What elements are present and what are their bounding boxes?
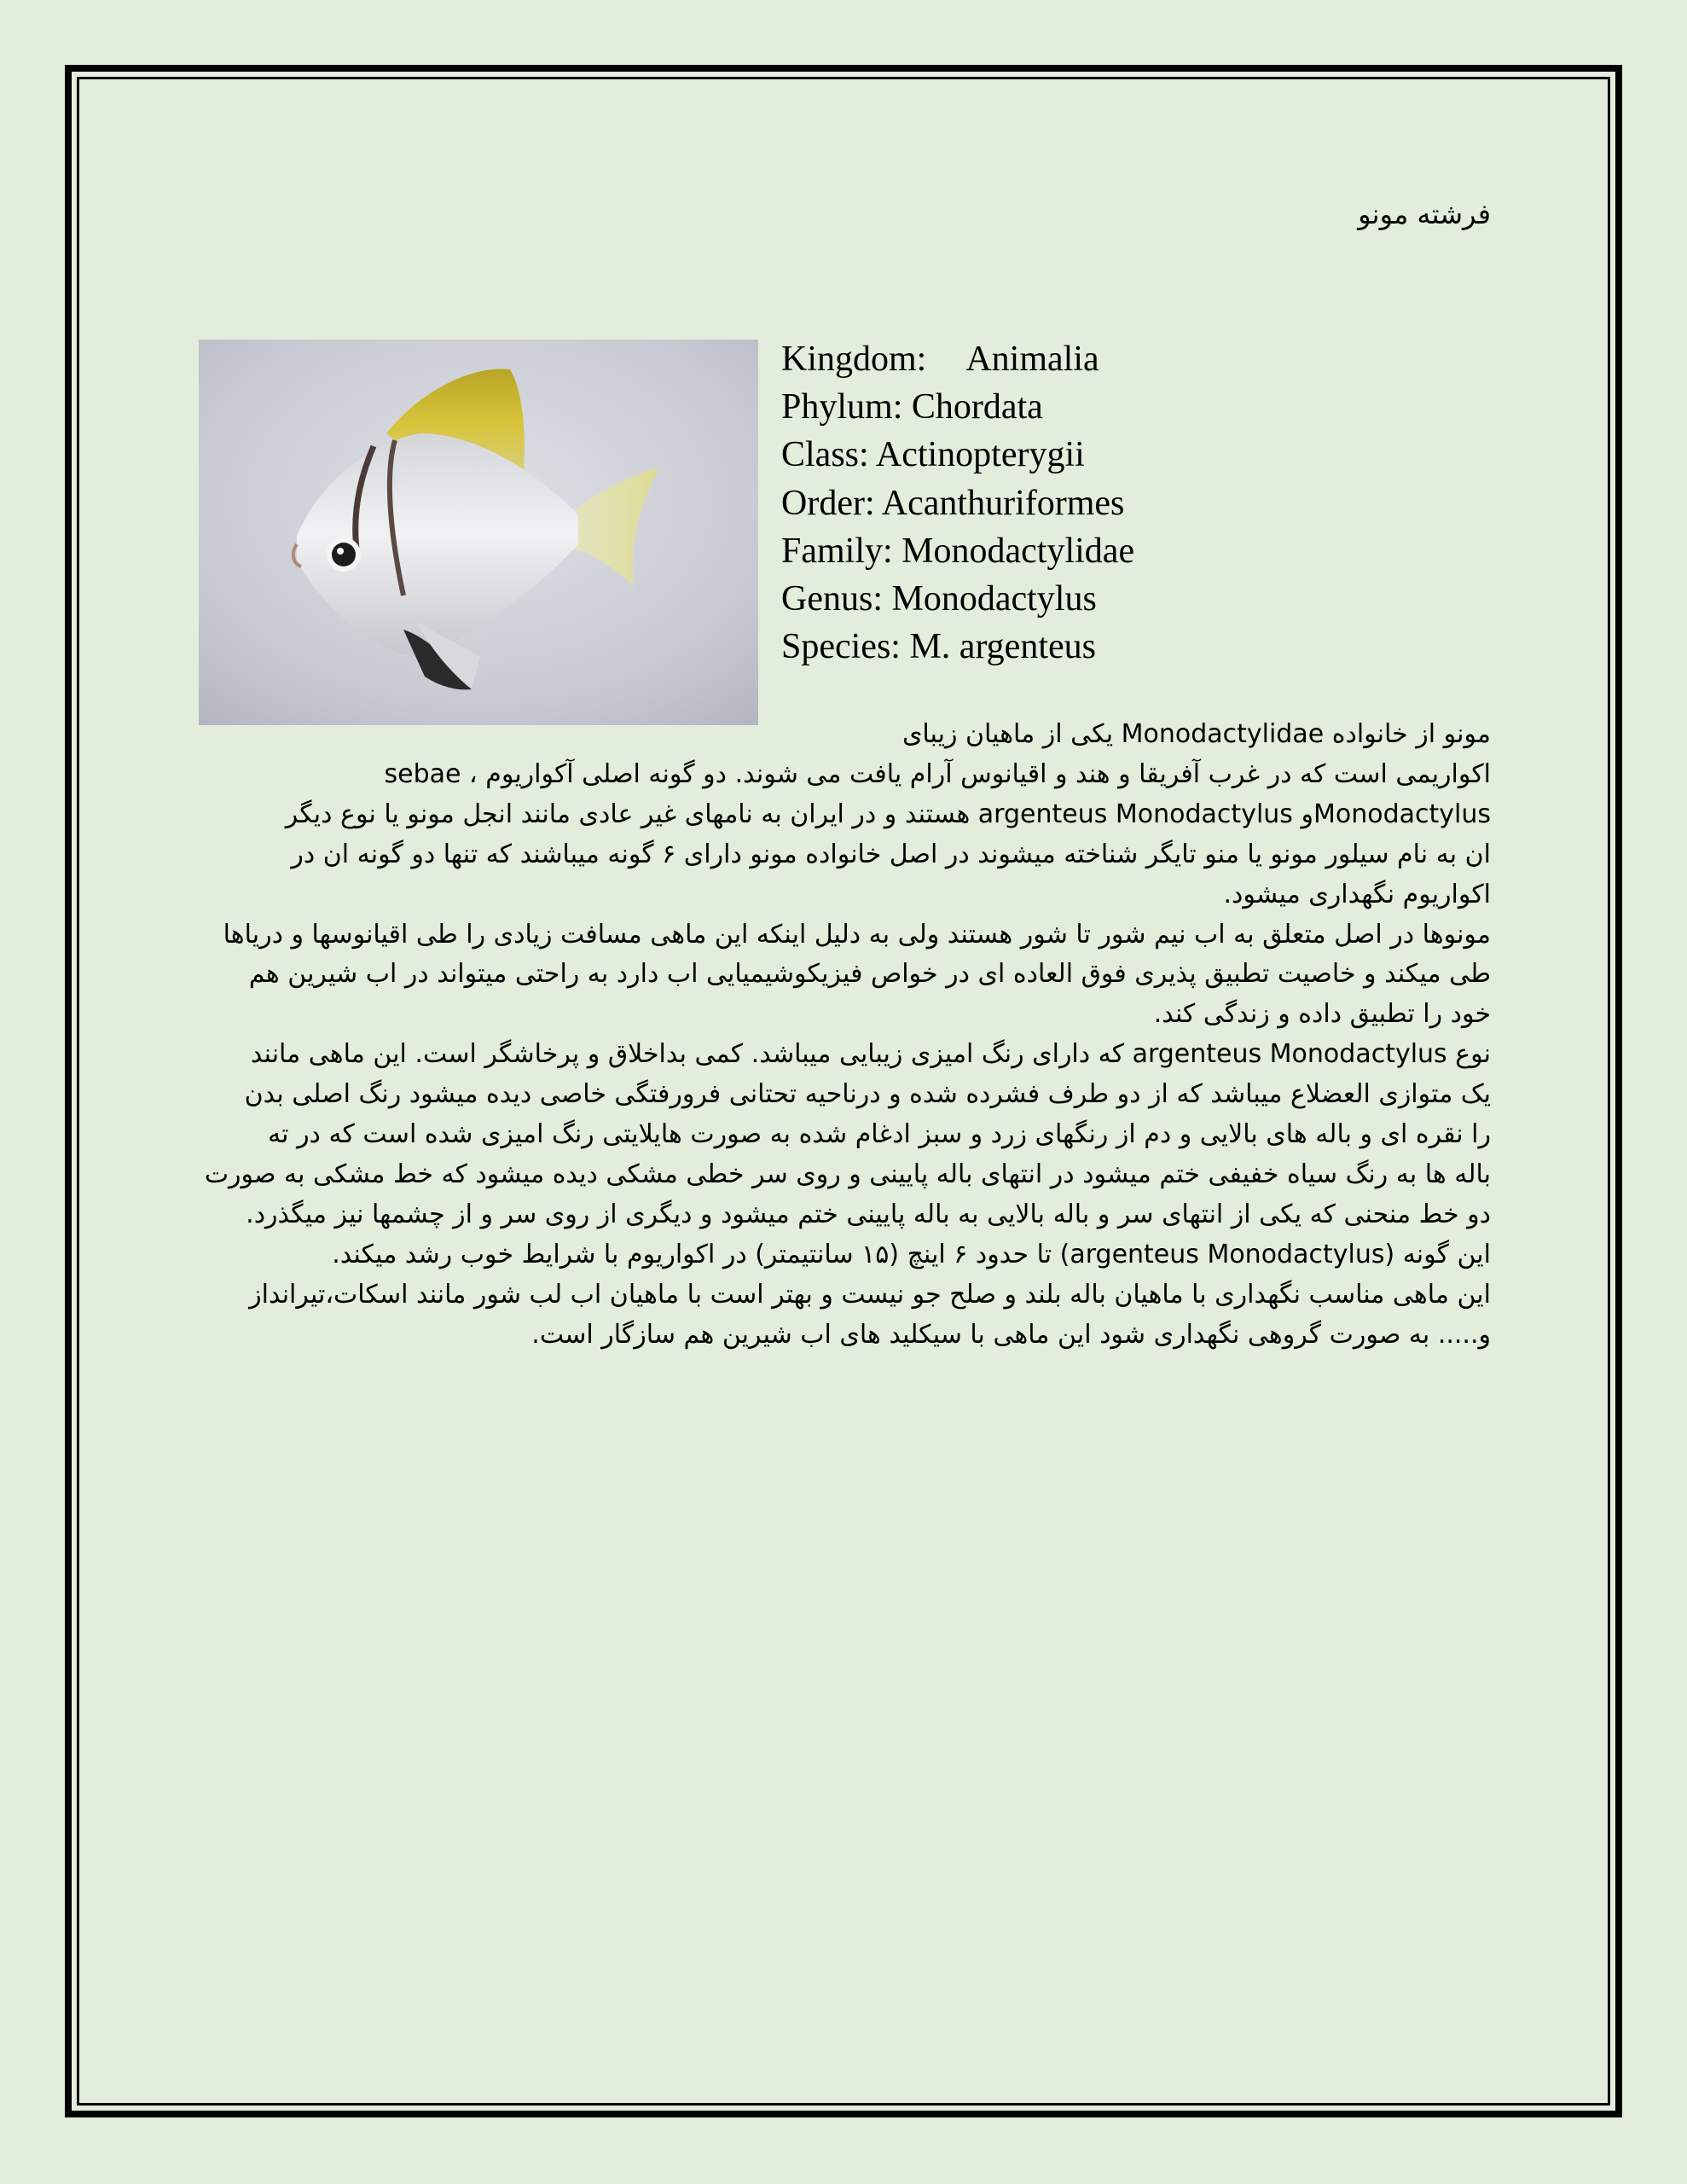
taxonomy-species: Species: M. argenteus: [781, 627, 1096, 667]
text-line: طی میکند و خاصیت تطبیق پذیری فوق العاده ای در خواص فیزیکوشیمیایی اب دارد به راحتی میتواند در اب شیرین هم: [248, 959, 1491, 990]
text-line: اکواریمی است که در غرب آفریقا و هند و اقیانوس آرام یافت می شوند. دو گونه اصلی آکواریوم ، sebae: [384, 758, 1491, 789]
text-line: اکواریوم نگهداری میشود.: [1223, 879, 1491, 909]
text-line: باله ها به رنگ سیاه خفیفی ختم میشود در انتهای باله پایینی و روی سر خطی مشکی دیده میشود که خط مشکی به صورت: [204, 1159, 1491, 1189]
text-line: یک متوازی العضلاع میباشد که از دو طرف فشرده شده و درناحیه تحتانی فرورفتگی خاصی دیده میشود رنگ اصلی بدن: [244, 1079, 1491, 1110]
text-line: این ماهی مناسب نگهداری با ماهیان باله بلند و صلح جو نیست و بهتر است با ماهیان اب لب شور مانند اسکات،تیرانداز: [249, 1279, 1491, 1310]
taxonomy-order: Order: Acanthuriformes: [781, 483, 1125, 523]
paragraph-intro: [194, 715, 1491, 915]
text-line: ان به نام سیلور مونو یا منو تایگر شناخته میشوند در اصل خانواده مونو دارای ۶ گونه میباشند که تنها دو گونه ان در: [291, 839, 1491, 869]
text-line: Monodactylusو argenteus Monodactylus هستند و در ایران به نامهای غیر عادی مانند انجل مونو یا نوع دیگر: [285, 799, 1491, 829]
text-line: را نقره ای و باله های بالایی و دم از رنگهای زرد و سبز ادغام شده به صورت هایلایتی رنگ امیزی شده است که در ته: [268, 1119, 1491, 1150]
text-line: این گونه (argenteus Monodactylus) تا حدود ۶ اینچ (۱۵ سانتیمتر) در اکواریوم با شرایط خوب رشد میکند.: [332, 1239, 1491, 1269]
kingdom-label: Kingdom:: [781, 340, 927, 379]
taxonomy-list: [781, 335, 1134, 671]
taxonomy-kingdom: [781, 335, 1134, 383]
paragraph-habitat: [194, 915, 1491, 1036]
taxonomy-class: Class: Actinopterygii: [781, 435, 1085, 475]
fish-photo: [199, 340, 758, 725]
text-line: مونوها در اصل متعلق به اب نیم شور تا شور هستند ولی به دلیل اینکه این ماهی مسافت زیادی را طی اقیانوسها و دریاها: [223, 919, 1491, 950]
text-line: مونو از خانواده Monodactylidae یکی از ماهیان زیبای: [901, 719, 1491, 749]
article-body: [194, 715, 1491, 1356]
paragraph-description: [194, 1035, 1491, 1355]
page-title: فرشته مونو: [1358, 198, 1491, 230]
text-line: دو خط منحنی که یکی از انتهای سر و باله بالایی به باله پایینی ختم میشود و دیگری از روی سر و از چشمها نیز میگذرد.: [246, 1199, 1491, 1229]
text-line: و..... به صورت گروهی نگهداری شود این ماهی با سیکلید های اب شیرین هم سازگار است.: [531, 1319, 1491, 1350]
taxonomy-genus: Genus: Monodactylus: [781, 579, 1097, 619]
text-line: نوع argenteus Monodactylus که دارای رنگ امیزی زیبایی میباشد. کمی بداخلاق و پرخاشگر است. این ماهی مانند: [250, 1039, 1491, 1070]
taxonomy-phylum: Phylum: Chordata: [781, 387, 1043, 427]
taxonomy-family: Family: Monodactylidae: [781, 531, 1135, 571]
kingdom-value: Animalia: [965, 340, 1099, 379]
text-line: خود را تطبیق داده و زندگی کند.: [1153, 999, 1491, 1030]
